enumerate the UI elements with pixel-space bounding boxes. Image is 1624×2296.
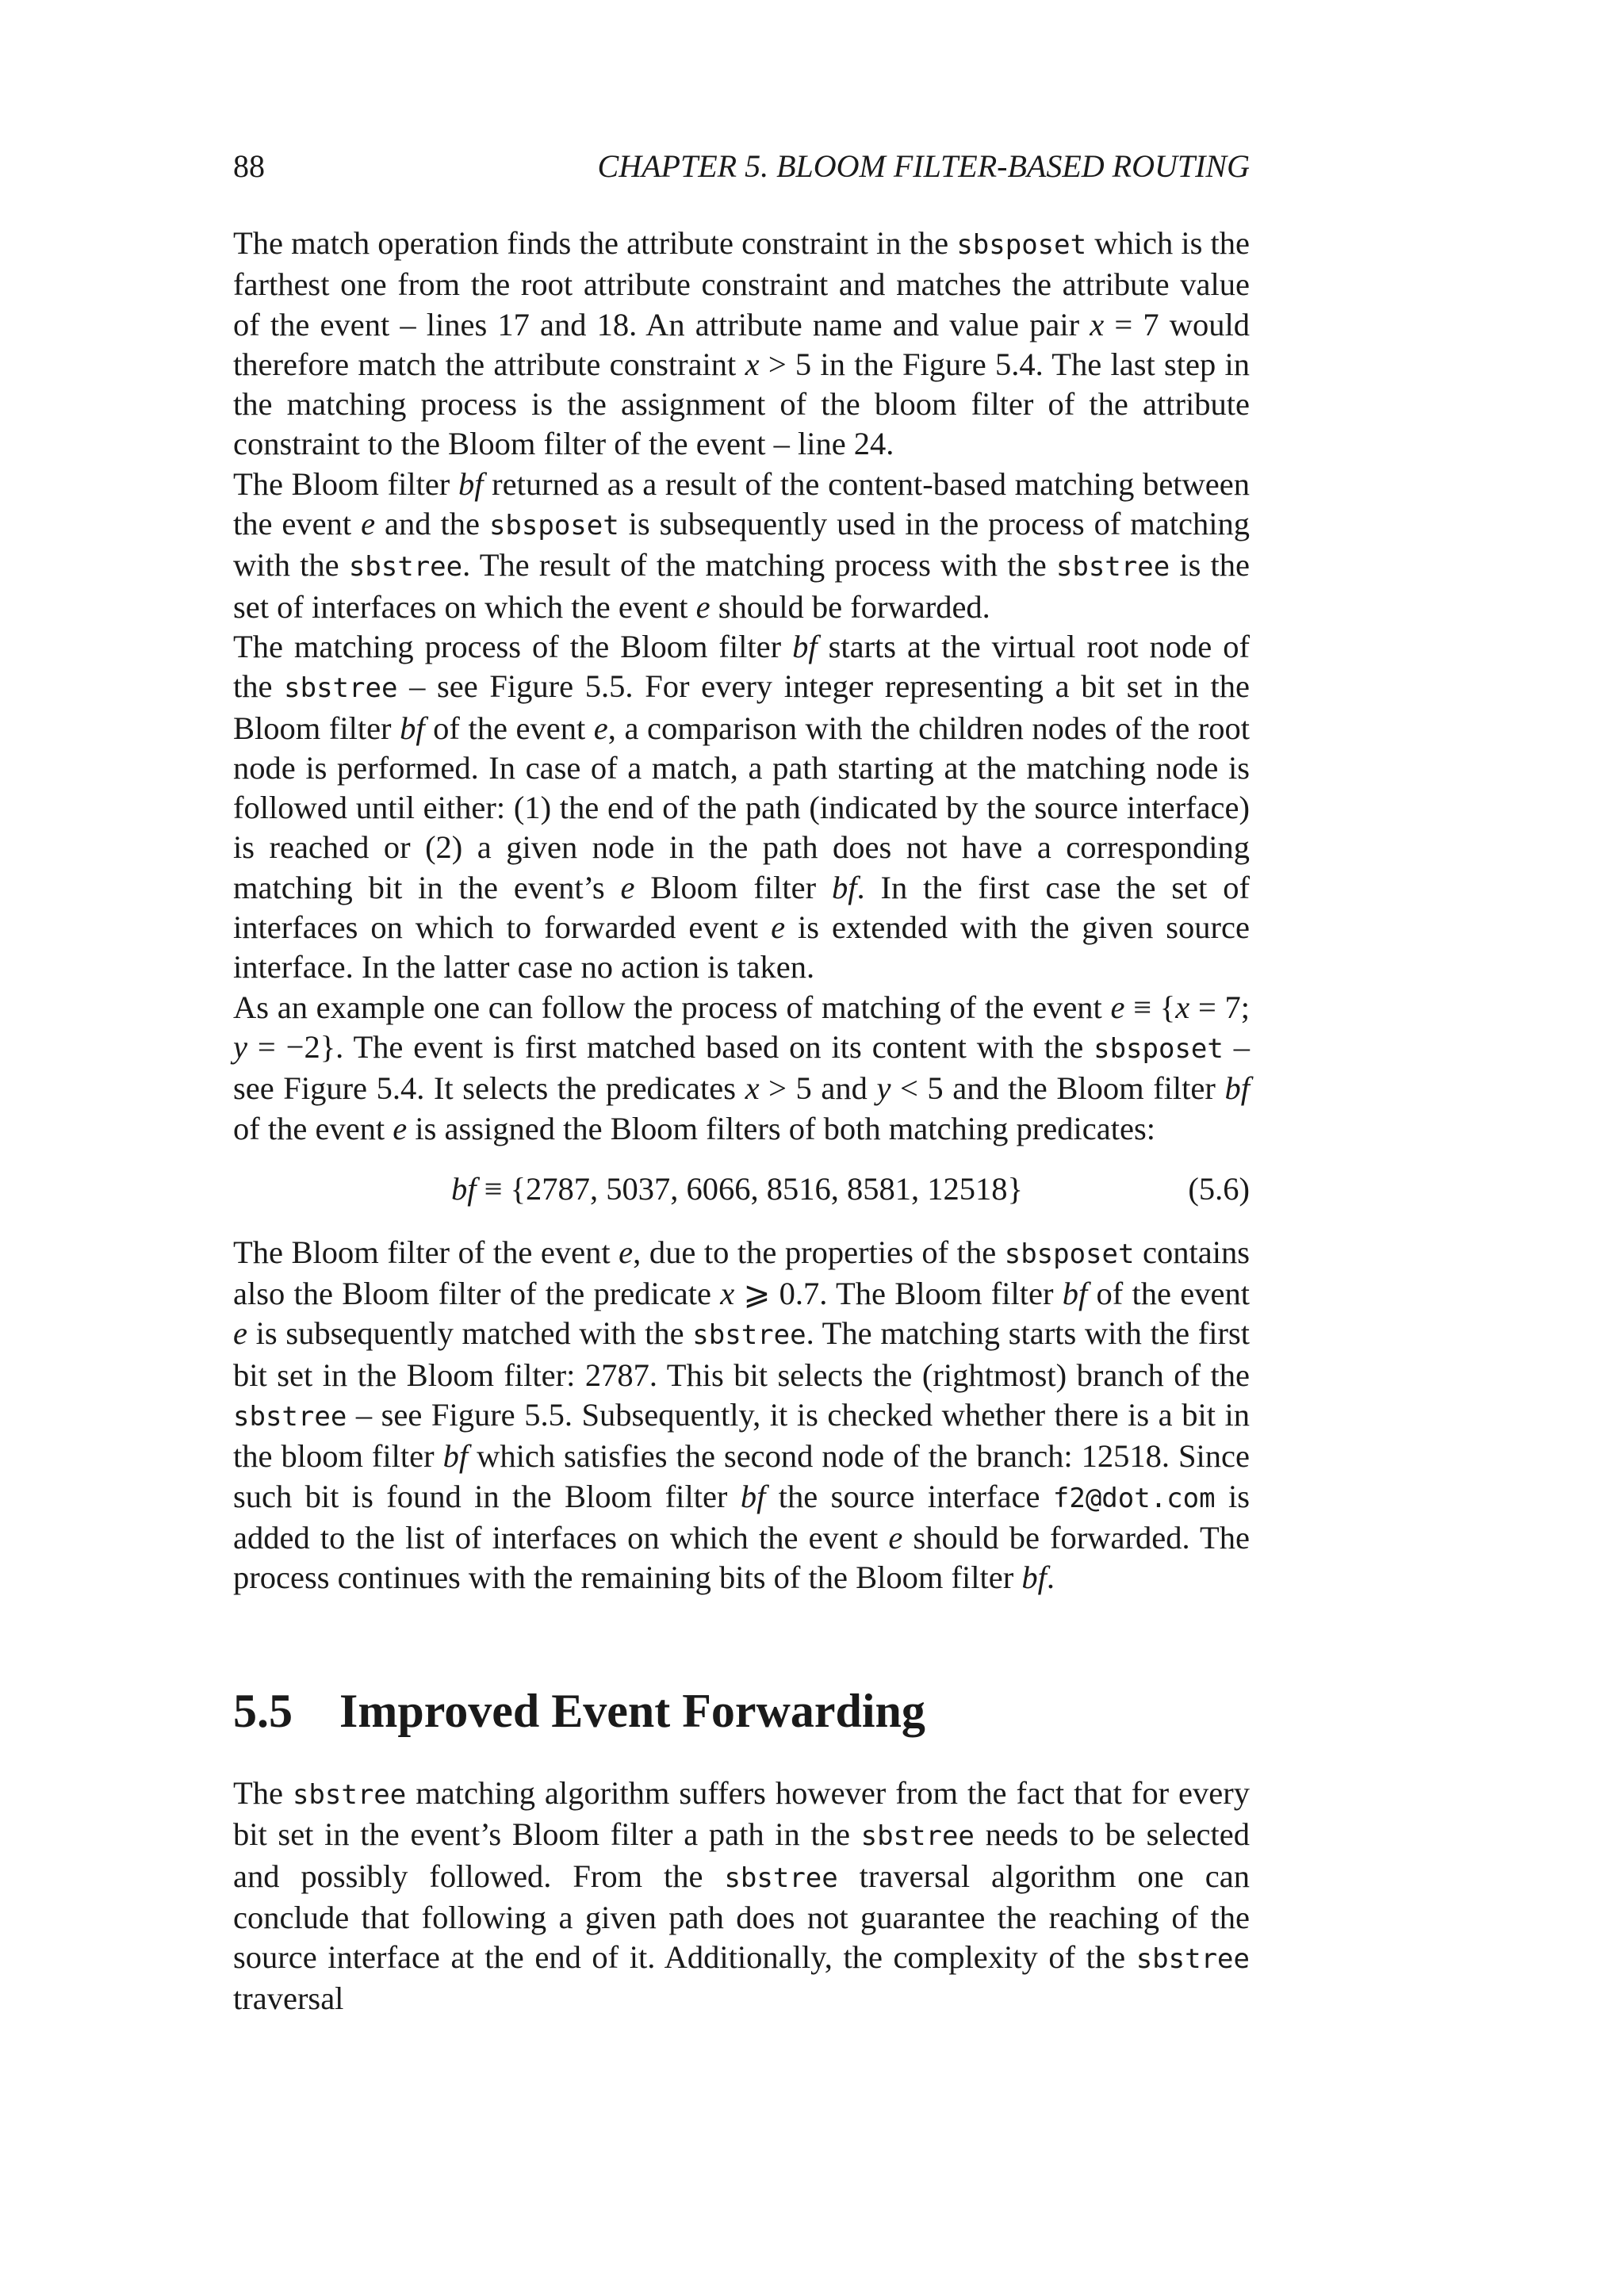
math-var: bf: [1021, 1559, 1047, 1596]
code-term: sbsposet: [1094, 1032, 1224, 1065]
paragraph-match-operation: The match operation finds the attribute constraint in the sbsposet which is the farthest one from the root attribute constraint and matches the attribute value of the event – lines 17 and 18. An attribute name and value pair x = 7 would therefore match the attribute constraint x > 5 in the Figure 5.4. The last step in the matching process is the assignment of the bloom filter of the attribute constraint to the Bloom filter of the event – line 24.: [233, 225, 1250, 462]
math-var: bf: [1224, 1070, 1250, 1107]
math-var: e: [620, 869, 635, 905]
math-var: bf: [400, 710, 425, 746]
paragraph-bloom-filter-result: The Bloom filter bf returned as a result of the content-based matching between the event e and the sbsposet is subsequently used in the process of matching with the sbstree. The result of the matching process with the sbstree is the set of interfaces on which the event e should be forwarded.: [233, 465, 1251, 625]
math-var: x: [1175, 989, 1190, 1025]
equation-5-6: [233, 1169, 1250, 1209]
math-var: e: [888, 1519, 903, 1556]
math-var: e: [233, 1315, 247, 1352]
code-term: f2@dot.com: [1052, 1482, 1216, 1514]
document-page: [233, 0, 1250, 2296]
paragraph-bloom-filter-event: The Bloom filter of the event e, due to the properties of the sbsposet contains also the Bloom filter of the predicate x ⩾ 0.7. The Bloom filter bf of the event e is subsequently matched with the sbstree. The matching starts with the first bit set in the Bloom filter: 2787. This bit selects the (rightmost) branch of the sbstree – see Figure 5.5. Subsequently, it is checked whether there is a bit in the bloom filter bf which satisfies the second node of the branch: 12518. Since such bit is found in the Bloom filter bf the source interface f2@dot.com is added to the list of interfaces on which the event e should be forwarded. The process continues with the remaining bits of the Bloom filter bf.: [233, 1234, 1251, 1596]
code-term: sbstree: [284, 672, 398, 705]
math-var: e: [393, 1110, 408, 1146]
equation-number: (5.6): [1188, 1170, 1250, 1207]
code-term: sbstree: [692, 1319, 806, 1352]
section-title: Improved Event Forwarding: [339, 1685, 925, 1737]
code-term: sbsposet: [1004, 1238, 1135, 1270]
paragraph-matching-process: The matching process of the Bloom filter bf starts at the virtual root node of the sbstree – see Figure 5.5. For every integer representing a bit set in the Bloom filter bf of the event e, a comparison with the children nodes of the root node is performed. In case of a match, a path starting at the matching node is followed until either: (1) the end of the path (indicated by the source interface) is reached or (2) a given node in the path does not have a corresponding matching bit in the event’s e Bloom filter bf. In the first case the set of interfaces on which to forwarded event e is extended with the given source interface. In the latter case no action is taken.: [233, 628, 1251, 985]
code-term: sbstree: [348, 551, 463, 584]
math-var: bf: [442, 1438, 469, 1475]
code-term: sbsposet: [488, 510, 619, 542]
math-var: bf: [1062, 1276, 1088, 1312]
math-var: bf: [740, 1478, 766, 1514]
math-var: x: [745, 346, 760, 382]
math-var: bf: [458, 465, 484, 502]
page-number: 88: [233, 148, 265, 184]
paragraph-example: As an example one can follow the process of matching of the event e ≡ {x = 7; y = −2}. The event is first matched based on its content with the sbsposet – see Figure 5.4. It selects the predicates x > 5 and y < 5 and the Bloom filter bf of the event e is assigned the Bloom filters of both matching predicates:: [233, 989, 1251, 1146]
body-text-upper: [233, 224, 1250, 1598]
math-var: e: [1110, 989, 1125, 1025]
code-term: sbsposet: [956, 229, 1087, 261]
math-var: y: [876, 1070, 891, 1107]
equation-body: bf ≡ {2787, 5037, 6066, 8516, 8581, 12518}: [451, 1170, 1023, 1207]
section-number: 5.5: [233, 1685, 293, 1737]
code-term: sbstree: [1136, 1943, 1250, 1976]
math-var: x: [720, 1276, 735, 1312]
math-var: bf: [792, 628, 818, 664]
math-var: e: [619, 1234, 634, 1270]
paragraph-improved-forwarding: The sbstree matching algorithm suffers however from the fact that for every bit set in the event’s Bloom filter a path in the sbstree needs to be selected and possibly followed. From the sbstree traversal algorithm one can conclude that following a given path does not guarantee the reaching of the source interface at the end of it. Additionally, the complexity of the sbstree traversal: [233, 1775, 1250, 2017]
math-var: y: [233, 1028, 247, 1065]
code-term: sbstree: [292, 1779, 407, 1811]
code-term: sbstree: [860, 1820, 975, 1853]
math-var: x: [1090, 306, 1105, 342]
code-term: sbstree: [1055, 551, 1170, 584]
math-var: e: [771, 909, 786, 946]
running-header: [233, 147, 1250, 186]
code-term: sbstree: [724, 1862, 838, 1894]
math-var: bf: [451, 1170, 477, 1207]
math-var: bf: [831, 869, 857, 905]
section-heading: [233, 1683, 1250, 1739]
math-var: e: [695, 588, 710, 625]
math-var: x: [745, 1070, 760, 1107]
code-term: sbstree: [233, 1401, 347, 1433]
body-text-lower: [233, 1774, 1250, 2019]
math-var: e: [361, 506, 376, 542]
math-var: e: [593, 710, 608, 746]
chapter-title: CHAPTER 5. BLOOM FILTER-BASED ROUTING: [597, 148, 1250, 184]
